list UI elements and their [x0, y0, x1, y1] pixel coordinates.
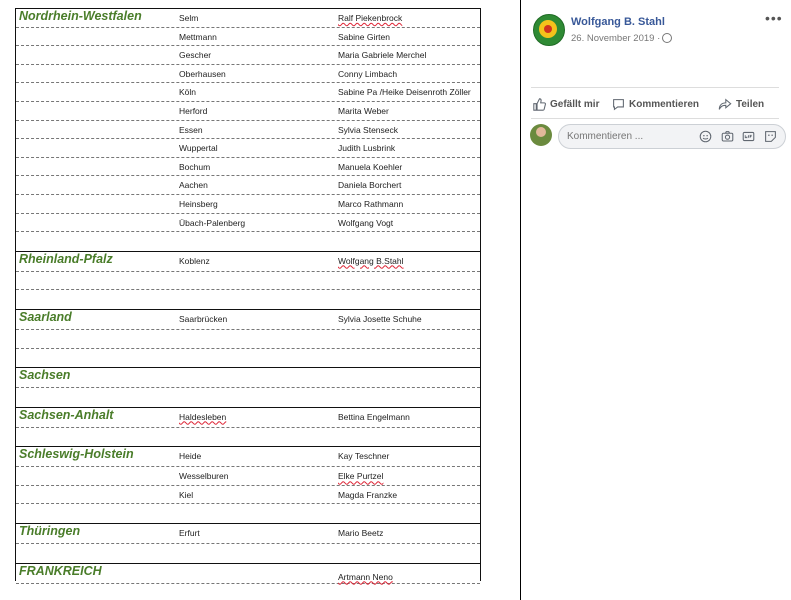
camera-icon[interactable] — [721, 130, 734, 143]
table-row — [16, 368, 480, 388]
avatar-dot — [544, 25, 552, 33]
section-thueringen — [16, 523, 480, 563]
person-cell: Maria Gabriele Merchel — [338, 50, 427, 61]
person-cell: Conny Limbach — [338, 68, 398, 79]
person-cell: Sabine Girten — [338, 31, 390, 42]
share-button[interactable] — [718, 95, 764, 113]
state-label: Sachsen — [19, 368, 71, 383]
state-label: Sachsen-Anhalt — [19, 407, 114, 422]
commenter-avatar — [530, 124, 552, 146]
gif-icon[interactable] — [742, 130, 755, 143]
table-row — [16, 158, 480, 177]
city-cell: Wesselburen — [179, 471, 229, 482]
state-label: Nordrhein-Westfalen — [19, 9, 142, 23]
table-row-empty — [16, 388, 480, 407]
section-rheinland-pfalz — [16, 251, 480, 309]
like-button[interactable] — [533, 95, 599, 113]
table-row — [16, 310, 480, 330]
table-row — [16, 102, 480, 121]
person-cell: Manuela Koehler — [338, 161, 403, 172]
author-name[interactable]: Wolfgang B. Stahl — [571, 16, 665, 28]
table-row — [16, 139, 480, 158]
person-cell: Sylvia Josette Schuhe — [338, 313, 422, 324]
divider — [531, 87, 779, 88]
state-label: Rheinland-Pfalz — [19, 251, 113, 266]
table-row — [16, 408, 480, 428]
city-cell: Gescher — [179, 50, 212, 61]
table-row — [16, 176, 480, 195]
person-cell: Elke Purtzel — [338, 471, 384, 482]
person-cell: Mario Beetz — [338, 528, 384, 539]
city-cell: Übach-Palenberg — [179, 217, 246, 228]
table-row-empty — [16, 504, 480, 523]
comment-label: Kommentieren — [629, 98, 700, 110]
table-row — [16, 524, 480, 544]
city-cell: Aachen — [179, 180, 208, 191]
city-cell: Heinsberg — [179, 198, 218, 209]
city-cell: Saarbrücken — [179, 313, 228, 324]
table-row-empty — [16, 232, 480, 251]
city-cell: Haldesleben — [179, 411, 227, 422]
emoji-icon[interactable] — [699, 130, 712, 143]
city-cell: Essen — [179, 124, 203, 135]
state-label: Schleswig-Holstein — [19, 447, 134, 462]
person-cell: Wolfgang Vogt — [338, 217, 394, 228]
table-row — [16, 9, 480, 28]
sticker-icon[interactable] — [764, 130, 777, 143]
person-cell: Marita Weber — [338, 105, 389, 116]
person-cell: Sylvia Stenseck — [338, 124, 398, 135]
table-row — [16, 65, 480, 84]
person-cell: Artmann Neno — [338, 571, 393, 582]
post-panel — [521, 0, 791, 600]
section-nordrhein-westfalen — [16, 9, 480, 251]
table-row-empty — [16, 349, 480, 368]
state-label: FRANKREICH — [19, 563, 102, 578]
city-cell: Oberhausen — [179, 68, 226, 79]
comment-bubble-icon — [612, 98, 625, 111]
comment-box[interactable] — [558, 124, 786, 149]
state-label: Saarland — [19, 309, 72, 324]
document-table — [15, 8, 481, 581]
divider — [531, 118, 779, 119]
table-row — [16, 486, 480, 505]
person-cell: Judith Lusbrink — [338, 143, 396, 154]
table-row — [16, 28, 480, 47]
city-cell: Kiel — [179, 489, 194, 500]
table-row — [16, 195, 480, 214]
person-cell: Ralf Piekenbrock — [338, 13, 403, 23]
city-cell: Selm — [179, 13, 199, 23]
table-row — [16, 564, 480, 584]
table-row-empty — [16, 544, 480, 563]
city-cell: Mettmann — [179, 31, 217, 42]
person-cell: Bettina Engelmann — [338, 411, 410, 422]
more-options-icon[interactable]: ••• — [765, 10, 783, 26]
city-cell: Bochum — [179, 161, 211, 172]
section-sachsen — [16, 367, 480, 407]
globe-icon — [662, 33, 672, 43]
person-cell: Sabine Pa /Heike Deisenroth Zöller — [338, 87, 471, 98]
post-date[interactable]: 26. November 2019 · — [571, 33, 661, 44]
table-row — [16, 83, 480, 102]
table-row — [16, 252, 480, 272]
author-avatar[interactable] — [533, 14, 565, 46]
city-cell: Wuppertal — [179, 143, 218, 154]
city-cell: Heide — [179, 451, 202, 462]
city-cell: Köln — [179, 87, 197, 98]
person-cell: Magda Franzke — [338, 489, 398, 500]
state-label: Thüringen — [19, 524, 81, 539]
table-row — [16, 447, 480, 467]
person-cell: Wolfgang B.Stahl — [338, 255, 404, 266]
section-schleswig-holstein — [16, 446, 480, 523]
city-cell: Erfurt — [179, 528, 200, 539]
person-cell: Daniela Borchert — [338, 180, 402, 191]
table-row — [16, 214, 480, 233]
person-cell: Marco Rathmann — [338, 198, 404, 209]
table-row-empty — [16, 272, 480, 291]
table-row-empty — [16, 428, 480, 447]
share-arrow-icon — [718, 98, 732, 111]
section-saarland — [16, 309, 480, 367]
table-row — [16, 46, 480, 65]
table-row — [16, 121, 480, 140]
section-sachsen-anhalt — [16, 407, 480, 447]
avatar-head — [536, 127, 546, 137]
city-cell: Herford — [179, 105, 208, 116]
city-cell: Koblenz — [179, 255, 210, 266]
share-label: Teilen — [736, 98, 765, 110]
thumbs-up-icon — [533, 98, 546, 111]
comment-input[interactable] — [567, 131, 687, 142]
table-row — [16, 467, 480, 486]
comment-button[interactable] — [612, 95, 699, 113]
person-cell: Kay Teschner — [338, 451, 390, 462]
table-row-empty — [16, 330, 480, 349]
like-label: Gefällt mir — [550, 98, 600, 110]
section-frankreich — [16, 563, 480, 584]
table-row-empty — [16, 290, 480, 309]
